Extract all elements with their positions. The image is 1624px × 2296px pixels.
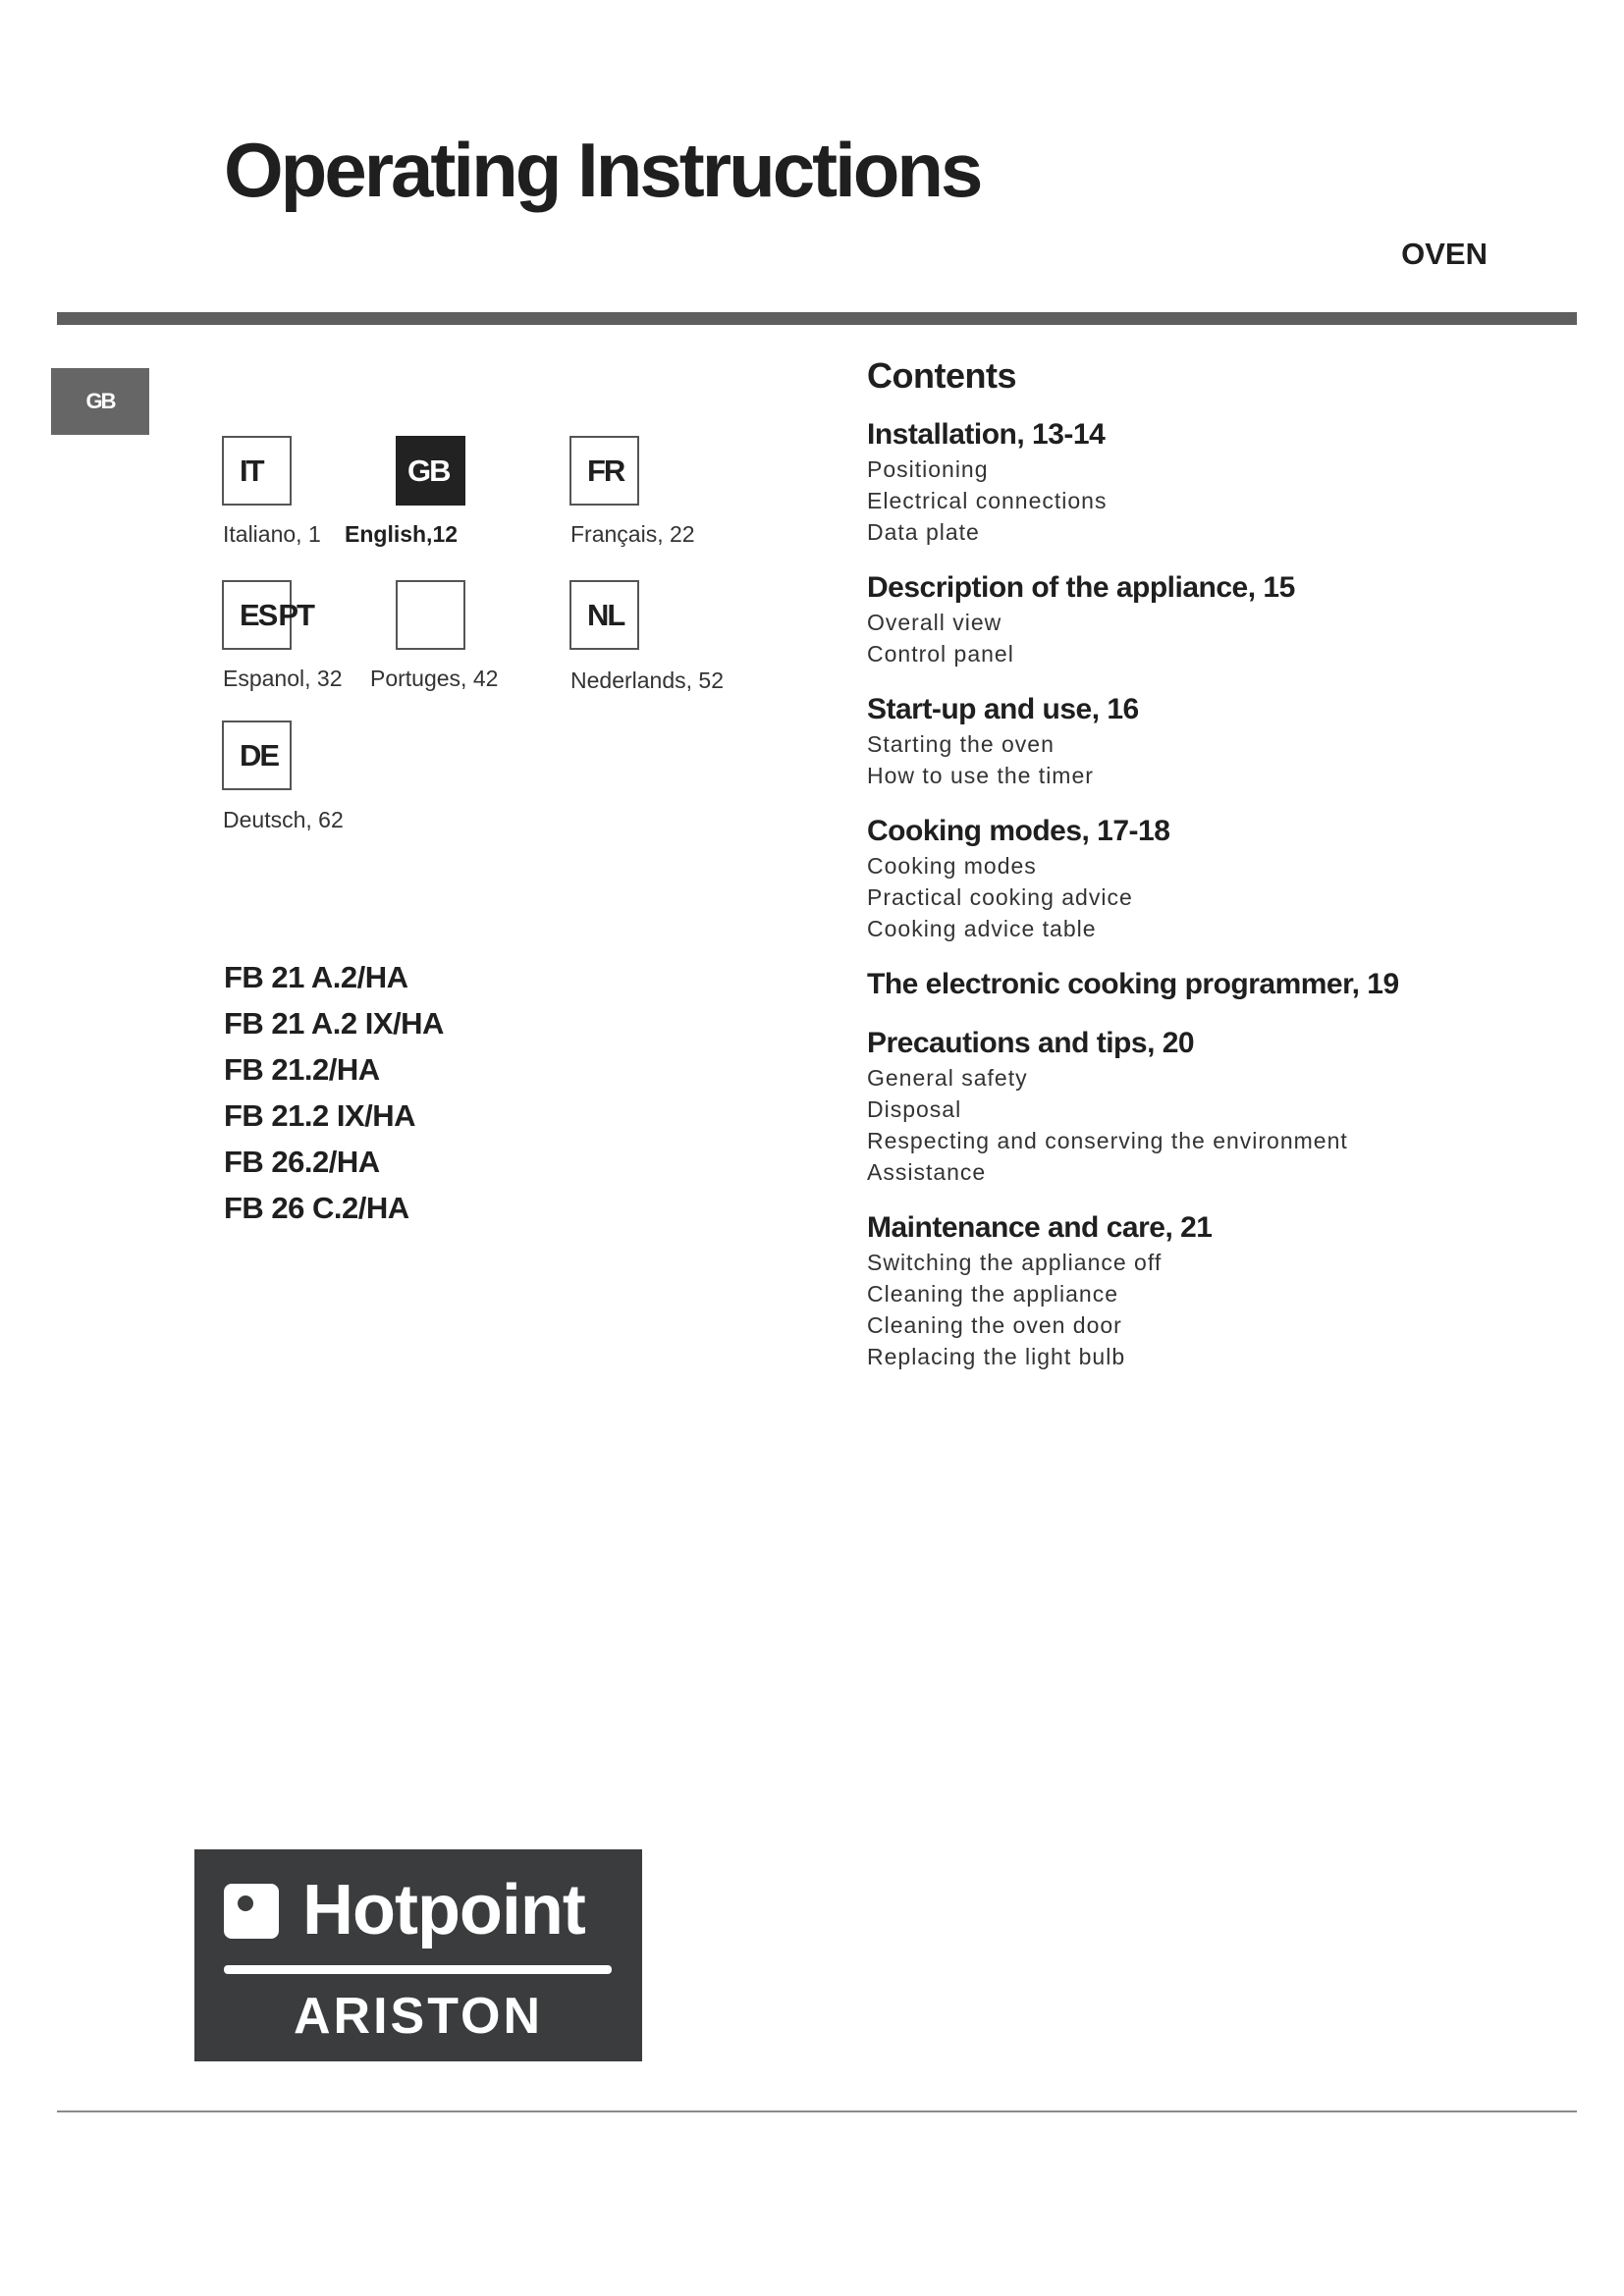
lang-label-de: Deutsch, 62 [223, 807, 344, 832]
toc-item[interactable]: Switching the appliance off [867, 1250, 1163, 1275]
lang-label-nl: Nederlands, 52 [570, 667, 724, 693]
lang-label-es: Espanol, 32 [223, 666, 343, 691]
toc-section-precautions [867, 1025, 1535, 1188]
toc-item[interactable]: Positioning [867, 456, 989, 482]
table-of-contents [867, 355, 1535, 1394]
toc-item[interactable]: Cooking advice table [867, 916, 1097, 941]
hotpoint-mark-dot [238, 1896, 253, 1911]
toc-heading[interactable]: Installation, 13-14 [867, 418, 1106, 451]
product-type-label: OVEN [1401, 237, 1488, 271]
model-list [224, 954, 444, 1231]
toc-item[interactable]: Disposal [867, 1096, 962, 1122]
toc-item[interactable]: Control panel [867, 641, 1014, 667]
model-item: FB 21.2/HA [224, 1052, 380, 1087]
logo-brand-text: Hotpoint [302, 1871, 585, 1949]
lang-box-fr[interactable]: FR [569, 436, 639, 506]
toc-section-installation [867, 416, 1535, 548]
lang-box-pt[interactable] [396, 580, 465, 650]
lang-box-nl[interactable]: NL [569, 580, 639, 650]
lang-label-fr: Français, 22 [570, 521, 695, 547]
toc-item[interactable]: Replacing the light bulb [867, 1344, 1126, 1369]
model-item: FB 21 A.2 IX/HA [224, 1006, 444, 1041]
model-item: FB 26 C.2/HA [224, 1191, 409, 1225]
toc-item[interactable]: Assistance [867, 1159, 987, 1185]
language-side-tab: GB [51, 368, 149, 435]
lang-box-it[interactable]: IT [222, 436, 292, 506]
toc-item[interactable]: Cleaning the appliance [867, 1281, 1119, 1307]
lang-code-es: ES [240, 597, 277, 632]
toc-section-cooking-modes [867, 813, 1535, 944]
lang-box-es[interactable] [222, 580, 313, 650]
hotpoint-ariston-logo [194, 1849, 642, 2061]
footer-divider [57, 2110, 1577, 2112]
lang-box-de[interactable]: DE [222, 721, 292, 790]
toc-heading[interactable]: Cooking modes, 17-18 [867, 815, 1170, 847]
hotpoint-mark-icon [224, 1884, 279, 1939]
toc-item[interactable]: Respecting and conserving the environment [867, 1128, 1348, 1153]
contents-title: Contents [867, 355, 1016, 396]
toc-item[interactable]: How to use the timer [867, 763, 1094, 788]
toc-item[interactable]: Cooking modes [867, 853, 1037, 879]
toc-section-description [867, 569, 1535, 669]
lang-code-pt: PT [278, 597, 313, 632]
toc-item[interactable]: Data plate [867, 519, 980, 545]
toc-heading[interactable]: Description of the appliance, 15 [867, 571, 1295, 604]
toc-section-startup [867, 691, 1535, 791]
toc-heading[interactable]: The electronic cooking programmer, 19 [867, 968, 1399, 1000]
header-divider [57, 312, 1577, 325]
model-item: FB 26.2/HA [224, 1145, 380, 1179]
model-item: FB 21.2 IX/HA [224, 1098, 416, 1133]
toc-item[interactable]: Overall view [867, 610, 1002, 635]
toc-heading[interactable]: Maintenance and care, 21 [867, 1211, 1213, 1244]
toc-item[interactable]: Electrical connections [867, 488, 1108, 513]
toc-heading[interactable]: Start-up and use, 16 [867, 693, 1139, 725]
model-item: FB 21 A.2/HA [224, 960, 408, 994]
toc-item[interactable]: Cleaning the oven door [867, 1312, 1122, 1338]
toc-heading[interactable]: Precautions and tips, 20 [867, 1027, 1195, 1059]
lang-label-gb: English,12 [345, 521, 459, 547]
logo-divider [224, 1965, 612, 1974]
toc-item[interactable]: General safety [867, 1065, 1028, 1091]
lang-label-it: Italiano, 1 [223, 521, 321, 547]
page-title: Operating Instructions [224, 127, 981, 213]
toc-item[interactable]: Starting the oven [867, 731, 1055, 757]
lang-box-gb[interactable]: GB [396, 436, 465, 506]
toc-section-programmer [867, 966, 1535, 1003]
logo-sub-text: ARISTON [293, 1988, 544, 2045]
lang-label-pt: Portuges, 42 [370, 666, 499, 691]
toc-section-maintenance [867, 1209, 1535, 1372]
toc-item[interactable]: Practical cooking advice [867, 884, 1133, 910]
